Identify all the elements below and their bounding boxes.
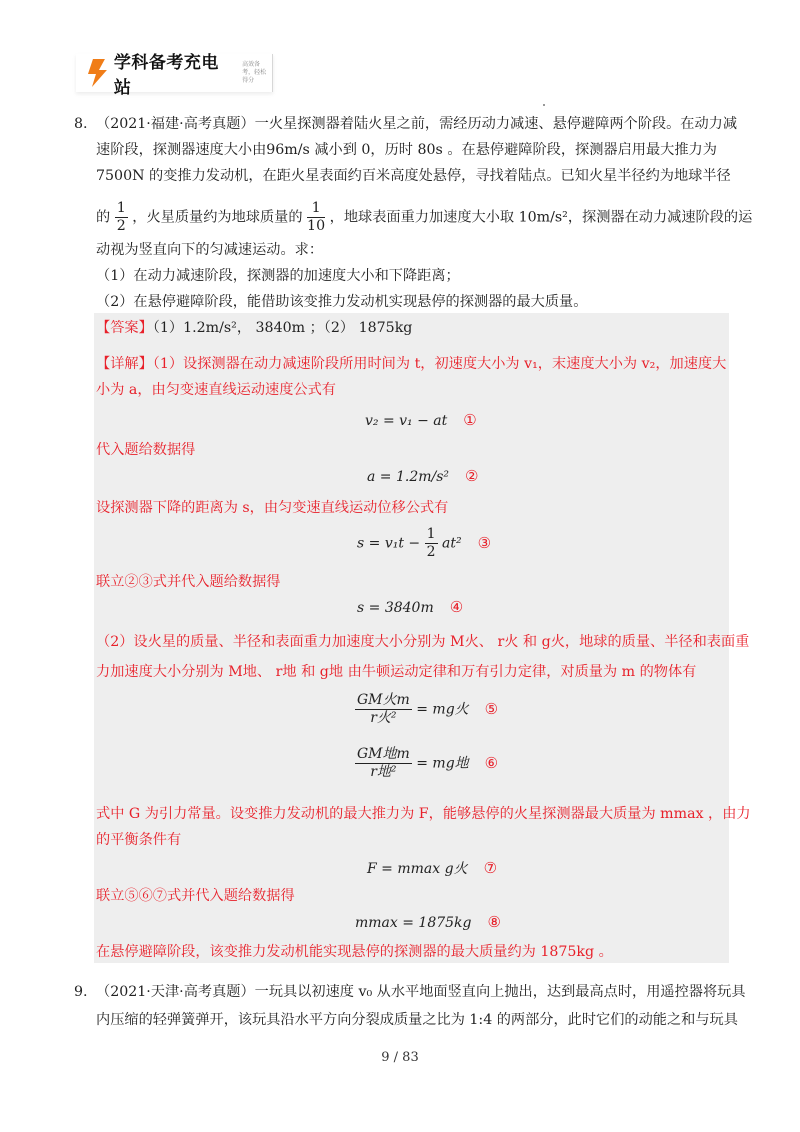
fraction-half xyxy=(115,200,128,235)
gravity-fraction xyxy=(355,746,412,781)
equation-1-text: v₂ = v₁ − at xyxy=(365,413,448,429)
equation-marker: ⑤ xyxy=(484,699,499,718)
dot-mark xyxy=(543,104,545,106)
q8-line-5: 动视为竖直向下的匀减速运动。求： xyxy=(96,242,324,258)
detail-line-3: 代入题给数据得 xyxy=(96,442,196,458)
q8-line-4-mid: ，火星质量约为地球质量的 xyxy=(132,209,303,226)
fraction-numerator: 1 xyxy=(116,200,126,216)
brand-slogan: 高效备考，轻松得分 xyxy=(242,61,267,84)
fraction-denominator: r地² xyxy=(370,764,397,780)
brand-header xyxy=(76,53,273,98)
equation-marker: ③ xyxy=(477,533,492,552)
fraction-denominator: r火² xyxy=(370,710,397,726)
equation-5 xyxy=(355,692,498,727)
fraction-numerator: 1 xyxy=(426,526,436,542)
detail-line-7: 力加速度大小分别为 M地、 r地 和 g地 由牛顿运动定律和万有引力定律，对质量为 m 的物体有 xyxy=(96,664,697,680)
equation-4-text: s = 3840m xyxy=(357,600,434,616)
equation-marker: ⑥ xyxy=(484,753,499,772)
detail-line-9: 的平衡条件有 xyxy=(96,832,182,848)
question-number: 8. xyxy=(74,116,88,132)
q8-line-2: 速阶段，探测器速度大小由96m/s 减小到 0，历时 80s 。在悬停避障阶段，探测器启用最大推力为 xyxy=(96,142,717,158)
equation-marker: ① xyxy=(463,411,477,429)
fraction-denominator: 2 xyxy=(426,544,436,560)
equation-2-text: a = 1.2m/s² xyxy=(367,469,450,485)
q9-line-1: （2021·天津·高考真题）一玩具以初速度 v₀ 从水平地面竖直向上抛出，达到最高点时，用遥控器将玩具 xyxy=(96,984,746,1000)
fraction-denominator: 2 xyxy=(116,218,126,234)
equation-marker: ⑦ xyxy=(483,859,498,877)
answer-line xyxy=(96,318,412,338)
fraction-numerator: GM地m xyxy=(357,746,410,762)
detail-line-5: 联立②③式并代入题给数据得 xyxy=(96,574,281,590)
fraction-half xyxy=(425,526,438,561)
equation-8 xyxy=(355,912,501,933)
q8-line-4 xyxy=(96,200,752,235)
equation-5-right: = mg火 xyxy=(416,701,469,718)
equation-marker: ④ xyxy=(449,598,464,616)
equation-6-right: = mg地 xyxy=(416,755,469,772)
detail-line-2: 小为 a，由匀变速直线运动速度公式有 xyxy=(96,382,336,398)
equation-6 xyxy=(355,746,498,781)
detail-line-6: （2）设火星的质量、半径和表面重力加速度大小分别为 M火、 r火 和 g火，地球的质量、半径和表面重 xyxy=(96,634,750,650)
answer-label: 【答案】 xyxy=(96,320,153,336)
q8-line-1: （2021·福建·高考真题）一火星探测器着陆火星之前，需经历动力减速、悬停避障两个阶段。在动力减 xyxy=(96,116,738,132)
fraction-tenth xyxy=(307,200,325,235)
q8-line-4-end: ，地球表面重力加速度大小取 10m/s²，探测器在动力减速阶段的运 xyxy=(329,209,753,226)
detail-line-1: 【详解】（1）设探测器在动力减速阶段所用时间为 t，初速度大小为 v₁，末速度大小为 v₂，加速度大 xyxy=(96,356,727,372)
equation-4 xyxy=(357,597,463,618)
equation-3-left: s = v₁t − xyxy=(357,535,421,552)
question-number: 9. xyxy=(74,984,88,1000)
q9-line-2: 内压缩的轻弹簧弹开，该玩具沿水平方向分裂成质量之比为 1:4 的两部分，此时它们的动能之和与玩具 xyxy=(96,1012,738,1028)
detail-conclusion: 在悬停避障阶段，该变推力发动机能实现悬停的探测器的最大质量约为 1875kg 。 xyxy=(96,944,613,960)
brand-title: 学科备考充电站 xyxy=(113,53,219,98)
detail-line-10: 联立⑤⑥⑦式并代入题给数据得 xyxy=(96,888,295,904)
lightning-bolt-icon xyxy=(84,58,110,88)
equation-3-right: at² xyxy=(441,535,462,552)
q8-line-4-prefix: 的 xyxy=(96,209,111,226)
equation-1 xyxy=(365,410,477,431)
q8-line-3: 7500N 的变推力发动机，在距火星表面约百米高度处悬停，寻找着陆点。已知火星半径约为地球半径 xyxy=(96,168,731,184)
gravity-fraction xyxy=(355,692,412,727)
detail-line-8: 式中 G 为引力常量。设变推力发动机的最大推力为 F，能够悬停的火星探测器最大质量为 mmax ，由力 xyxy=(96,806,751,822)
equation-2 xyxy=(367,466,478,487)
fraction-numerator: GM火m xyxy=(357,692,410,708)
equation-marker: ② xyxy=(465,467,479,485)
q8-subq-1: （1）在动力减速阶段，探测器的加速度大小和下降距离； xyxy=(96,268,460,284)
equation-3 xyxy=(357,526,491,561)
fraction-denominator: 10 xyxy=(307,218,326,234)
q8-subq-2: （2）在悬停避障阶段，能借助该变推力发动机实现悬停的探测器的最大质量。 xyxy=(96,294,588,310)
equation-marker: ⑧ xyxy=(487,913,501,931)
equation-7 xyxy=(367,858,497,879)
answer-text: （1）1.2m/s²， 3840m ；（2） 1875kg xyxy=(152,320,413,336)
fraction-numerator: 1 xyxy=(307,200,325,218)
page-number: 9 / 83 xyxy=(381,1050,419,1065)
equation-7-text: F = mmax g火 xyxy=(367,861,468,877)
detail-line-4: 设探测器下降的距离为 s，由匀变速直线运动位移公式有 xyxy=(96,500,449,516)
equation-8-text: mmax = 1875kg xyxy=(355,915,472,931)
